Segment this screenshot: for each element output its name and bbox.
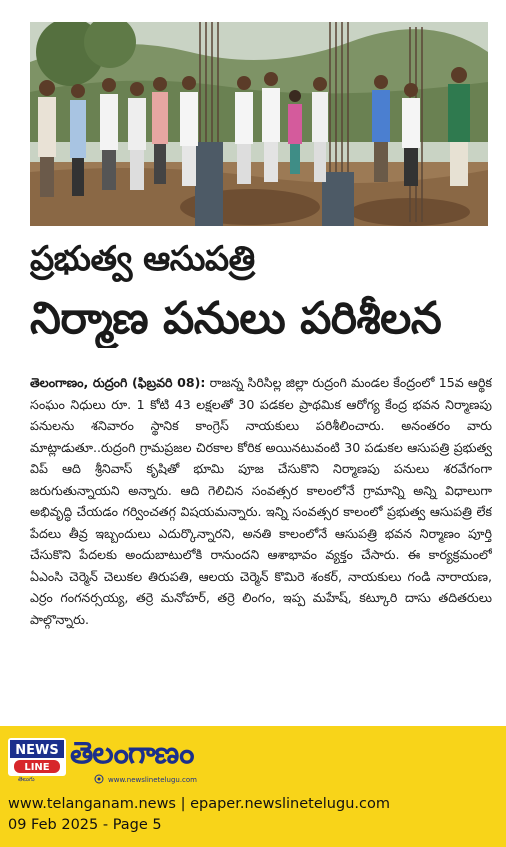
dateline: తెలంగాణం, రుద్రంగి (ఫిబ్రవరి 08): (30, 375, 206, 390)
brand-name: తెలంగాణం (70, 736, 194, 771)
construction-site-photo (30, 22, 488, 226)
article-body (30, 372, 492, 712)
brand-url: www.newslinetelugu.com (108, 776, 197, 784)
logo-line-text: LINE (24, 762, 50, 773)
headline-line-1: ప్రభుత్వ ఆసుపత్రి (30, 239, 255, 279)
emblem-icon (94, 774, 104, 784)
logo-telugu-caption: తెలుగు (18, 776, 35, 783)
newsline-logo-icon (8, 738, 66, 776)
footer-sites[interactable]: www.telanganam.news | epaper.newslinetelugu.com (8, 796, 390, 812)
article-photo (30, 22, 488, 226)
footer-banner (0, 726, 506, 847)
article-text: రాజన్న సిరిసిల్ల జిల్లా రుద్రంగి మండల కేంద్రంలో 15వ ఆర్థిక సంఘం నిధులు రూ. 1 కోటి 43 లక్షలతో 30 పడకల ప్రాథమిక ఆరోగ్య కేంద్ర భవన నిర్మాణపు పనులను శనివారం స్థానిక కాంగ్రెస్ నాయకులు పరిశీలించారు. అనంతరం వారు మాట్లాడుతూ..రుద్రంగి గ్రామప్రజల చిరకాల కోరిక అయినటువంటి 30 పడుకల ఆసుపత్రి ప్రభుత్వ విప్ ఆది శ్రీనివాస్ కృషితో భూమి పూజ చేసుకొని నిర్మాణపు పనులు శరవేగంగా జరుగుతున్నాయని అన్నారు. ఆది గెలిచిన సంవత్సర కాలంలోనే గ్రామాన్ని అన్ని విధాలుగా అభివృద్ధి చేయడం గర్వించతగ్గ విషయమన్నారు. ఇన్ని సంవత్సర కాలంలో ప్రభుత్వ ఆసుపత్రి లేక పేదలు తీవ్ర ఇబ్బందులు ఎదుర్కొన్నారని, అనతి కాలంలోనే ఆసుపత్రి భవన నిర్మాణం పూర్తి చేసుకొని పేదలకు అందుబాటులోకి రానుందని ఆశాభావం వ్యక్తం చేసారు. ఈ కార్యక్రమంలో ఏఎంసి చెర్మెన్ చెలుకల తిరుపతి, ఆలయ చెర్మెన్ కొమిరె శంకర్, నాయకులు గండి నారాయణ, ఎర్రం గంగనర్సయ్య, తర్రె మనోహర్, తర్రె లింగం, ఇప్ప మహేష్, కట్కూరి దాసు తదితరులు పాల్గొన్నారు. (30, 375, 492, 627)
logo-news-text: NEWS (15, 743, 59, 758)
headline-line-2: నిర్మాణ పనులు పరిశీలన (30, 293, 442, 344)
footer-date-page: 09 Feb 2025 - Page 5 (8, 817, 162, 833)
